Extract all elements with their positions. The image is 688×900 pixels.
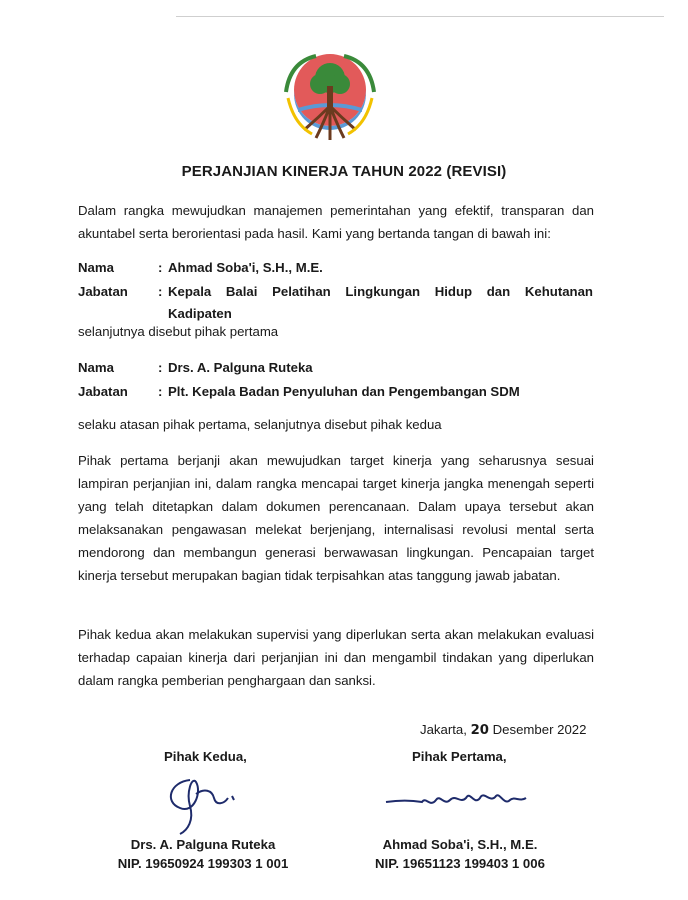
party2-position-value: Plt. Kepala Badan Penyuluhan dan Pengembangan SDM [168,384,520,399]
party2-name-row [78,357,594,379]
right-signatory-heading: Pihak Pertama, [412,749,507,764]
party1-position-label: Jabatan [78,284,128,299]
left-signatory-heading: Pihak Kedua, [164,749,247,764]
party1-designation: selanjutnya disebut pihak pertama [78,324,279,339]
month-year: Desember 2022 [492,722,587,737]
party2-name-value: Drs. A. Palguna Ruteka [168,360,313,375]
right-signatory-name: Ahmad Soba'i, S.H., M.E. [382,837,538,852]
party1-position-value: Kepala Balai Pelatihan Lingkungan Hidup dan Kehutanan Kadipaten [168,284,593,321]
place-date [420,722,586,738]
party2-designation: selaku atasan pihak pertama, selanjutnya disebut pihak kedua [78,417,442,432]
colon: : [158,284,163,299]
intro-paragraph: Dalam rangka mewujudkan manajemen pemerintahan yang efektif, transparan dan akuntabel serta berorientasi pada hasil. Kami yang bertanda tangan di bawah ini: [78,203,594,241]
party2-position-row [78,381,594,403]
right-signatory-nip: NIP. 19651123 199403 1 006 [375,856,545,871]
day: 20 [470,723,489,738]
ministry-tree-emblem-icon [282,50,378,146]
colon: : [158,260,163,275]
top-rule [176,16,664,17]
left-signature [150,772,250,836]
left-signatory-nip: NIP. 19650924 199303 1 001 [117,856,289,871]
right-signature [380,782,540,822]
commitment-paragraph: Pihak pertama berjanji akan mewujudkan target kinerja yang seharusnya sesuai lampiran perjanjian ini, dalam rangka mencapai target kinerja jangka menengah seperti yang telah ditetapkan dalam dokumen perencanaan. Dalam upaya tersebut akan melaksanakan pengawasan melekat berjenjang, internalisasi revolusi mental serta mendorong dan membangun generasi berwawasan lingkungan. Pencapaian target kinerja tersebut merupakan bagian tidak terpisahkan atas tanggung jawab jabatan. [78,453,594,583]
party1-name-value: Ahmad Soba'i, S.H., M.E. [168,260,323,275]
colon: : [158,384,163,399]
colon: : [158,360,163,375]
supervision-paragraph: Pihak kedua akan melakukan supervisi yang diperlukan serta akan melakukan evaluasi terhadap capaian kinerja dari perjanjian ini dan mengambil tindakan yang diperlukan dalam rangka pemberian penghargaan dan sanksi. [78,627,594,688]
party2-name-label: Nama [78,360,114,375]
party1-position-row [78,281,594,325]
place: Jakarta, [420,722,467,737]
party1-name-row [78,257,594,279]
party2-position-label: Jabatan [78,384,128,399]
document-title: PERJANJIAN KINERJA TAHUN 2022 (REVISI) [181,163,507,180]
party1-name-label: Nama [78,260,114,275]
left-signatory-name: Drs. A. Palguna Ruteka [130,837,276,852]
